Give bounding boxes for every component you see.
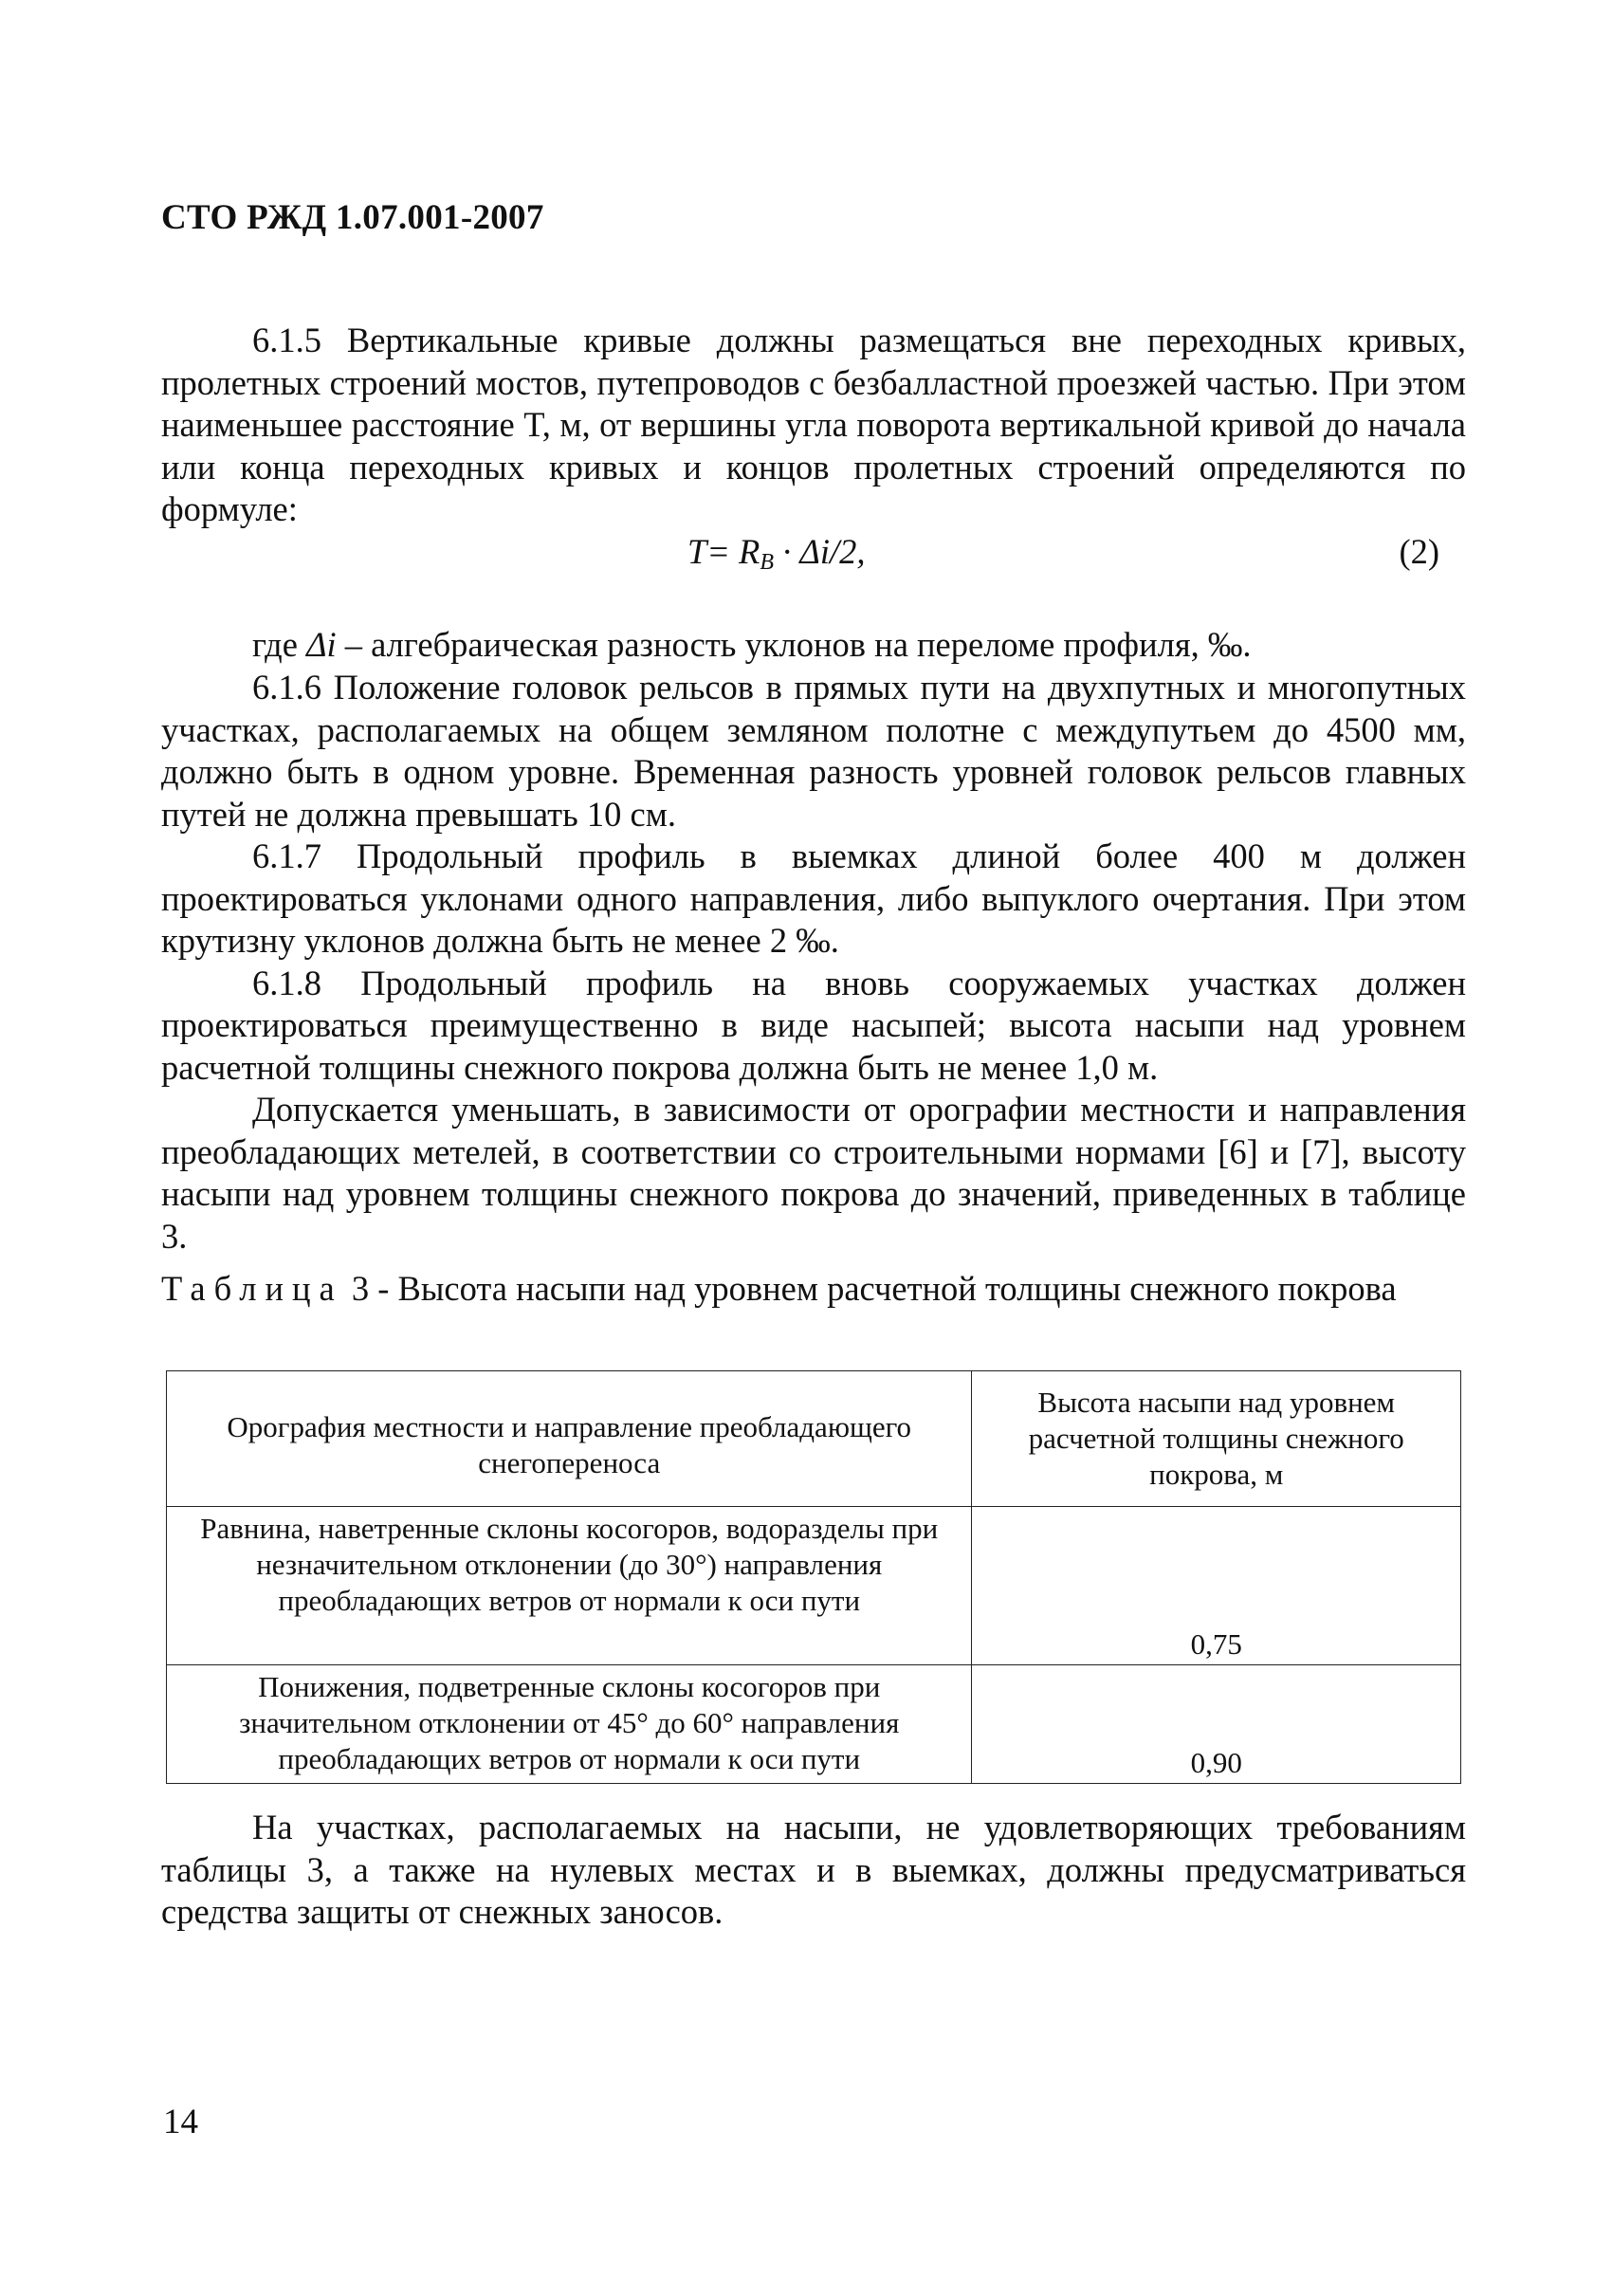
formula-number: (2) — [1399, 532, 1439, 571]
formula-lhs: T= R — [687, 532, 760, 571]
table-caption-text: 3 - Высота насыпи над уровнем расчетной толщины снежного покрова — [342, 1269, 1397, 1308]
snow-cover-table — [166, 1370, 1461, 1784]
table-header-height: Высота насыпи над уровнем расчетной толщины снежного покрова, м — [972, 1371, 1461, 1507]
table-caption — [161, 1268, 1466, 1309]
document-header: СТО РЖД 1.07.001-2007 — [161, 198, 544, 237]
where-text: – алгебраическая разность уклонов на переломе профиля, ‰. — [336, 625, 1252, 664]
formula-expression — [687, 531, 866, 576]
paragraph-6-1-7: 6.1.7 Продольный профиль в выемках длиной более 400 м должен проектироваться уклонами одного направления, либо выпуклого очертания. При этом крутизну уклонов должна быть не менее 2 ‰. — [161, 836, 1466, 960]
table-cell-description: Равнина, наветренные склоны косогоров, водоразделы при незначительном отклонении (до 30°) направления преобладающих ветров от нормали к оси пути — [167, 1507, 972, 1665]
formula-subscript: B — [760, 550, 775, 575]
paragraph-allowance: Допускается уменьшать, в зависимости от орографии местности и направления преобладающих метелей, в соответствии со строительными нормами [6] и [7], высоту насыпи над уровнем толщины снежного покрова до значений, приведенных в таблице 3. — [161, 1090, 1466, 1256]
paragraph-6-1-5 — [161, 320, 1466, 531]
paragraph-6-1-6: 6.1.6 Положение головок рельсов в прямых пути на двухпутных и многопутных участках, располагаемых на общем земляном полотне с междупутьем до 4500 мм, должно быть в одном уровне. Временная разность уровней головок рельсов главных путей не должна превышать 10 см. — [161, 668, 1466, 834]
formula-explanation — [252, 624, 1252, 665]
table-row — [167, 1665, 1461, 1784]
table-header-row — [167, 1371, 1461, 1507]
where-symbol: Δi — [306, 625, 337, 664]
table-row — [167, 1507, 1461, 1665]
table-header-orography: Орография местности и направление преобладающего снегопереноса — [167, 1371, 972, 1507]
paragraph-after-table — [161, 1807, 1466, 1934]
paragraphs-block — [161, 667, 1466, 1258]
table-cell-value: 0,90 — [972, 1665, 1461, 1784]
table-cell-description: Понижения, подветренные склоны косогоров при значительном отклонении от 45° до 60° направления преобладающих ветров от нормали к оси пути — [167, 1665, 972, 1784]
table-cell-value: 0,75 — [972, 1507, 1461, 1665]
table-caption-label: Таблица — [161, 1269, 343, 1308]
page-number: 14 — [163, 2103, 198, 2141]
paragraph-text: На участках, располагаемых на насыпи, не удовлетворяющих требованиям таблицы 3, а также на нулевых местах и в выемках, должны предусматриваться средства защиты от снежных заносов. — [161, 1808, 1466, 1931]
paragraph-6-1-8: 6.1.8 Продольный профиль на вновь сооружаемых участках должен проектироваться преимущественно в виде насыпей; высота насыпи над уровнем расчетной толщины снежного покрова должна быть не менее 1,0 м. — [161, 963, 1466, 1087]
formula-rhs: · Δi/2, — [774, 532, 866, 571]
paragraph-text: 6.1.5 Вертикальные кривые должны размещаться вне переходных кривых, пролетных строений мостов, путепроводов с безбалластной проезжей частью. При этом наименьшее расстояние T, м, от вершины угла поворота вертикальной кривой до начала или конца переходных кривых и концов пролетных строений определяются по формуле: — [161, 321, 1466, 528]
where-label: где — [252, 625, 307, 664]
formula-2 — [161, 531, 1466, 575]
